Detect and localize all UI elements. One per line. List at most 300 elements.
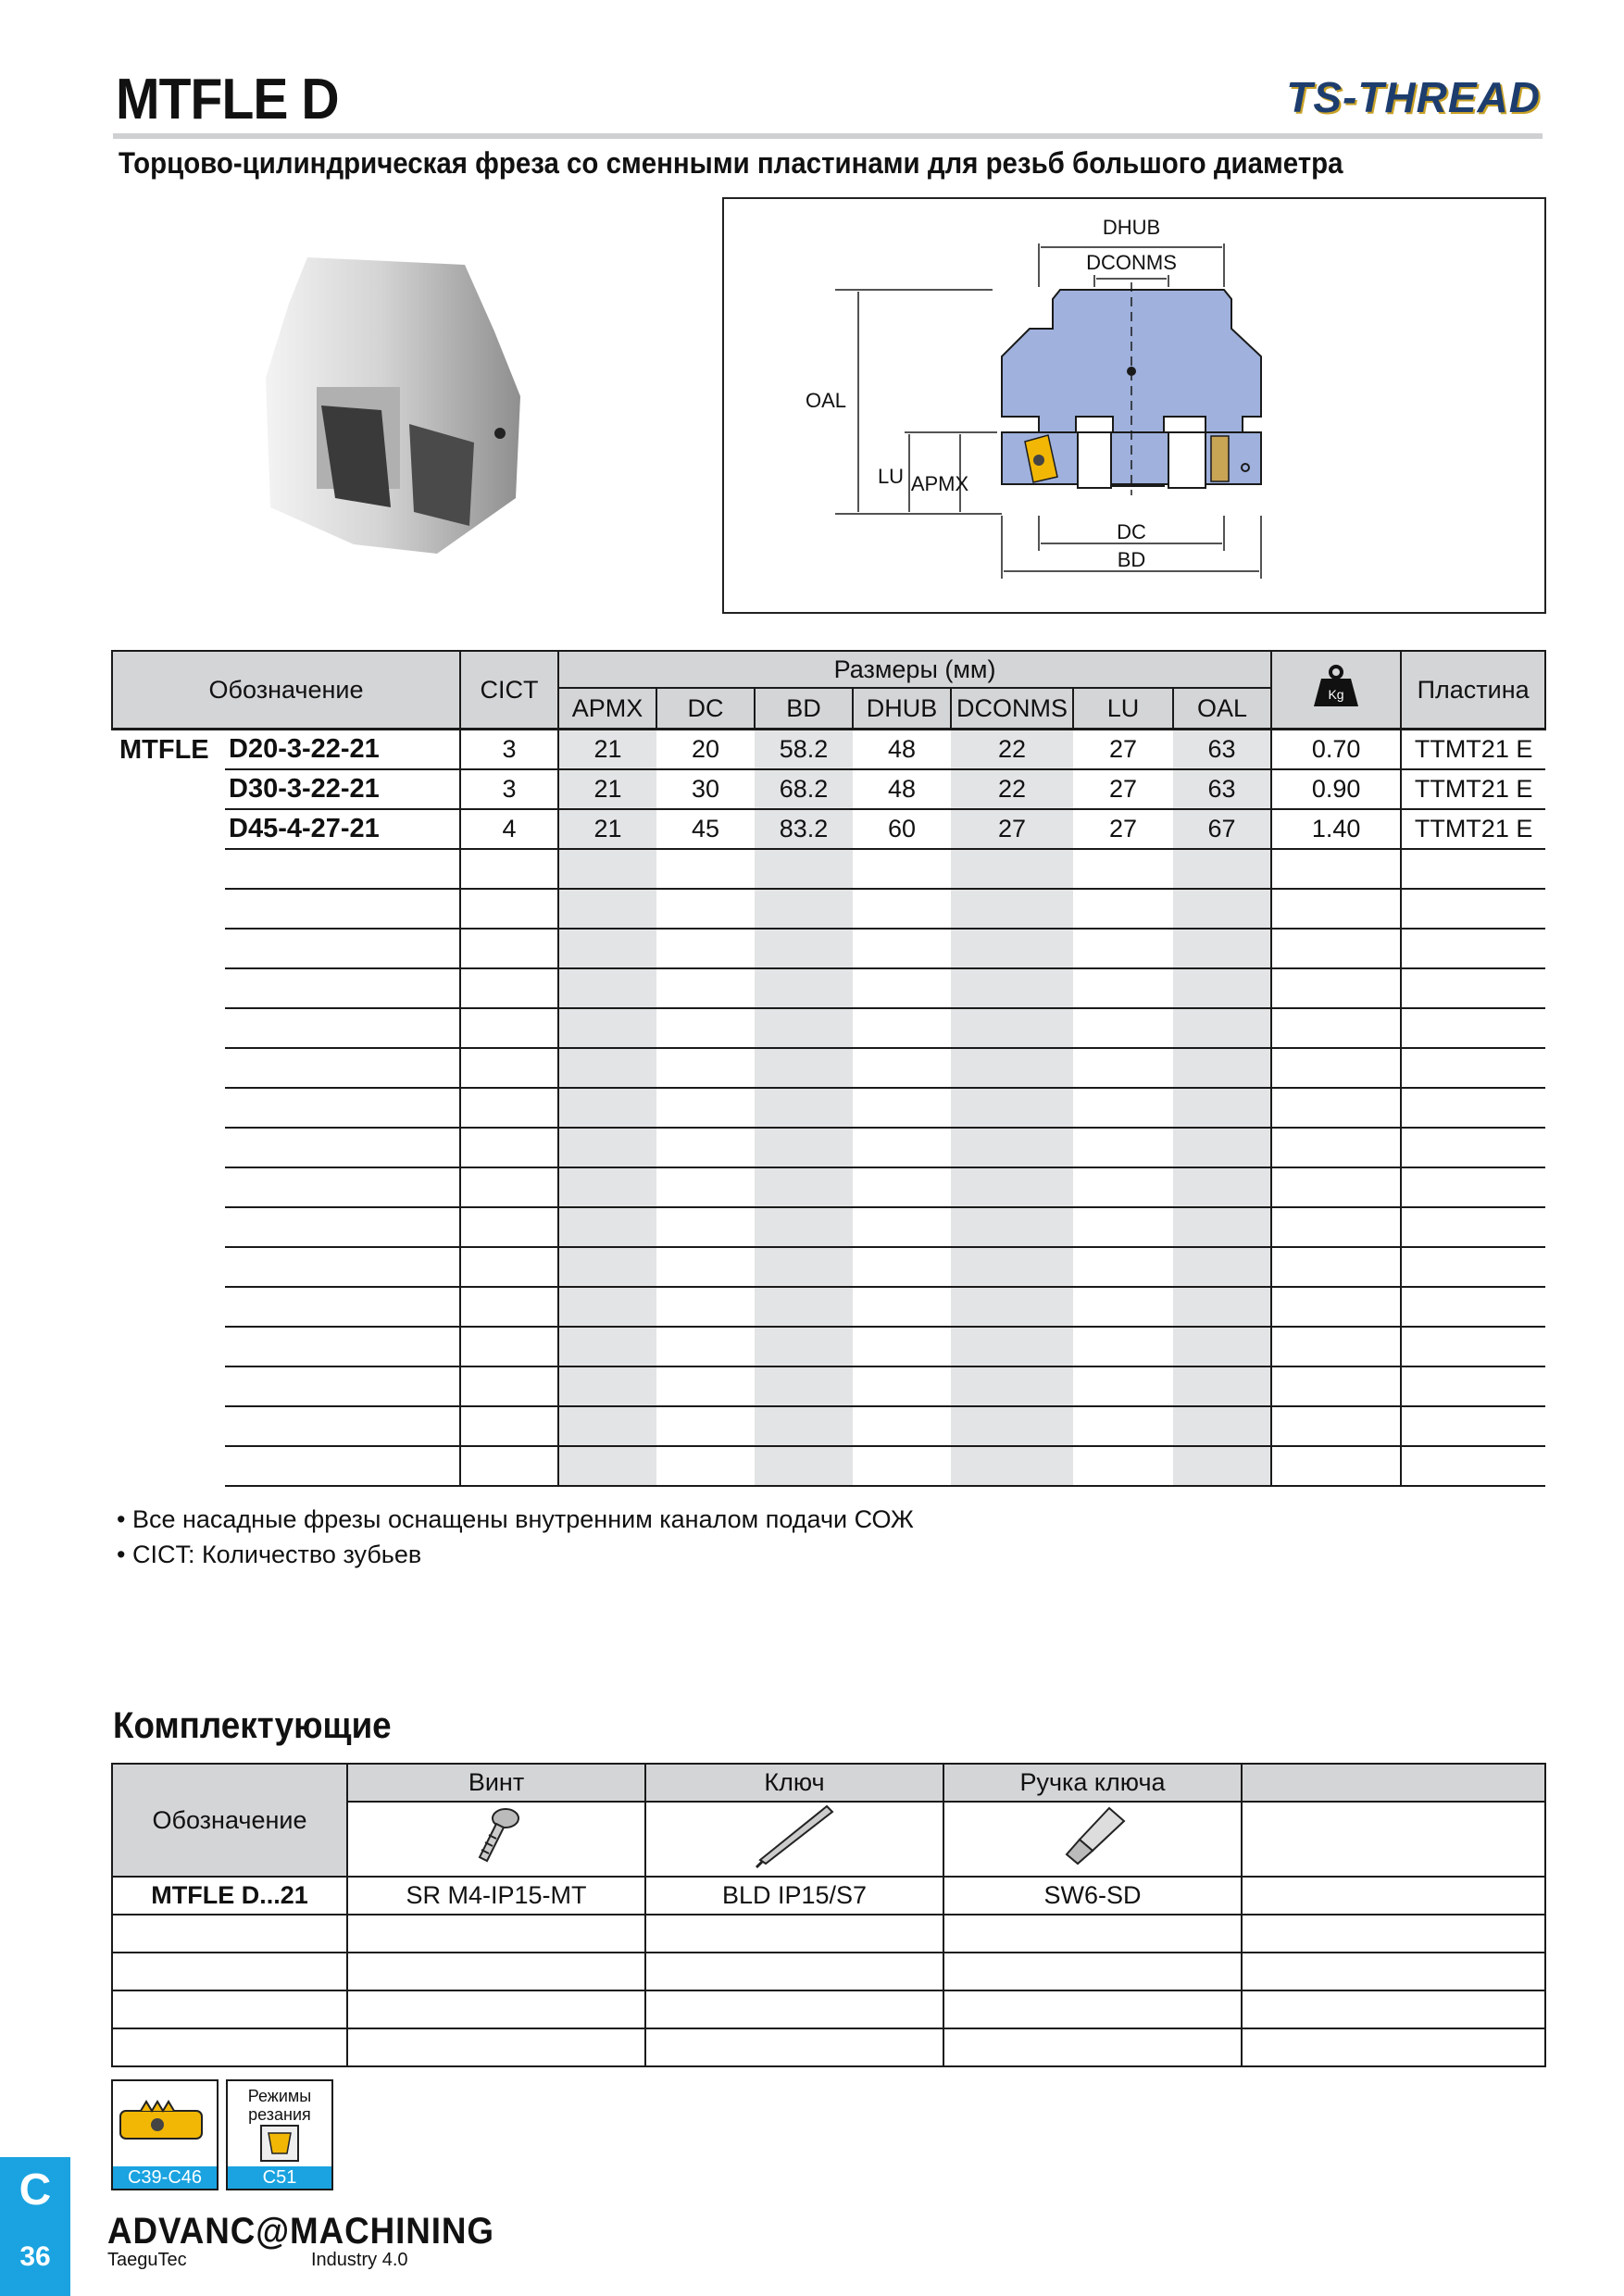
section-letter: C: [19, 2165, 52, 2215]
cict-value: 3: [460, 730, 558, 770]
empty-cell: [656, 1128, 755, 1167]
empty-cell: [558, 929, 656, 968]
empty-cell: [558, 1327, 656, 1366]
empty-cell: [645, 1915, 943, 1953]
dim-header-dconms: DCONMS: [951, 688, 1073, 729]
empty-cell: [1073, 1048, 1173, 1088]
empty-cell: [558, 1008, 656, 1048]
dc-value: 20: [656, 730, 755, 770]
empty-cell: [460, 1008, 558, 1048]
empty-cell: [347, 1953, 645, 1990]
notes: [117, 1502, 914, 1572]
empty-cell: [1073, 968, 1173, 1008]
empty-row: [112, 1990, 1545, 2028]
empty-cell: [853, 1008, 951, 1048]
footer-logo-right: Industry 4.0: [311, 2250, 408, 2270]
insert-value: TTMT21 E: [1401, 730, 1545, 770]
empty-cell: [1173, 1406, 1271, 1446]
empty-cell: [951, 889, 1073, 929]
empty-cell: [951, 1048, 1073, 1088]
empty-cell: [1401, 968, 1545, 1008]
empty-cell: [1242, 1990, 1545, 2028]
screw-cell: [347, 1802, 645, 1877]
empty-cell: [1073, 1287, 1173, 1327]
empty-cell: [558, 1128, 656, 1167]
dim-apmx-label: APMX: [910, 472, 969, 495]
empty-cell: [1401, 1366, 1545, 1406]
screw-icon: [468, 1803, 524, 1868]
empty-cell: [1271, 1048, 1401, 1088]
empty-cell: [225, 889, 460, 929]
empty-cell: [1173, 1167, 1271, 1207]
dim-lu-label: LU: [877, 465, 905, 488]
empty-cell: [1173, 1327, 1271, 1366]
weight-value: 0.90: [1271, 769, 1401, 809]
empty-cell: [225, 1327, 460, 1366]
empty-cell: [1271, 968, 1401, 1008]
empty-cell: [951, 1167, 1073, 1207]
empty-cell: [225, 1287, 460, 1327]
dconms-value: 27: [951, 809, 1073, 849]
empty-cell: [853, 1446, 951, 1486]
empty-cell: [656, 889, 755, 929]
empty-cell: [112, 1247, 225, 1287]
screw-value: SR M4-IP15-MT: [347, 1877, 645, 1915]
empty-cell: [112, 1088, 225, 1128]
empty-cell: [755, 929, 853, 968]
dim-header-apmx: APMX: [558, 688, 656, 729]
acc-code: MTFLE D...21: [112, 1877, 347, 1915]
empty-cell: [943, 2028, 1242, 2066]
empty-cell: [1271, 849, 1401, 889]
insert-ref-box[interactable]: [111, 2079, 219, 2190]
empty-cell: [1073, 929, 1173, 968]
empty-cell: [1242, 2028, 1545, 2066]
empty-cell: [853, 929, 951, 968]
empty-cell: [1173, 1446, 1271, 1486]
empty-cell: [951, 849, 1073, 889]
empty-row: [112, 1048, 1545, 1088]
empty-cell: [755, 1287, 853, 1327]
empty-cell: [1271, 1287, 1401, 1327]
empty-cell: [1073, 1008, 1173, 1048]
dimensions-header: Размеры (мм): [558, 651, 1271, 688]
empty-cell: [1401, 1446, 1545, 1486]
empty-cell: [112, 1048, 225, 1088]
empty-cell: [1401, 1048, 1545, 1088]
empty-cell: [1271, 929, 1401, 968]
empty-cell: [1271, 1008, 1401, 1048]
oal-value: 67: [1173, 809, 1271, 849]
empty-cell: [755, 1207, 853, 1247]
empty-cell: [1401, 889, 1545, 929]
empty-cell: [656, 1247, 755, 1287]
empty-cell: [460, 929, 558, 968]
empty-row: [112, 1327, 1545, 1366]
empty-row: [112, 1167, 1545, 1207]
empty-cell: [951, 1366, 1073, 1406]
empty-cell: [951, 1406, 1073, 1446]
acc-empty-header: [1242, 1764, 1545, 1802]
empty-row: [112, 1128, 1545, 1167]
weight-value: 1.40: [1271, 809, 1401, 849]
empty-cell: [460, 1207, 558, 1247]
handle-value: SW6-SD: [943, 1877, 1242, 1915]
empty-cell: [1173, 1366, 1271, 1406]
empty-cell: [112, 1366, 225, 1406]
empty-row: [112, 1915, 1545, 1953]
acc-designation-header: Обозначение: [112, 1764, 347, 1877]
dc-value: 30: [656, 769, 755, 809]
empty-cell: [225, 1088, 460, 1128]
empty-cell: [951, 929, 1073, 968]
empty-cell: [112, 1207, 225, 1247]
empty-cell: [1401, 1207, 1545, 1247]
empty-cell: [112, 1287, 225, 1327]
key-handle-icon: [1056, 1803, 1130, 1869]
empty-cell: [558, 1406, 656, 1446]
product-code: D45-4-27-21: [225, 809, 460, 849]
empty-cell: [951, 1207, 1073, 1247]
empty-cell: [1401, 1247, 1545, 1287]
dim-oal-label: OAL: [805, 389, 847, 412]
empty-cell: [755, 1167, 853, 1207]
title-rule: [113, 133, 1543, 139]
apmx-value: 21: [558, 769, 656, 809]
acc-key-header: Ключ: [645, 1764, 943, 1802]
empty-cell: [645, 2028, 943, 2066]
weight-icon-text: Kg: [1328, 686, 1344, 702]
insert-header: Пластина: [1401, 651, 1545, 730]
empty-row: [112, 1953, 1545, 1990]
dim-header-dc: DC: [656, 688, 755, 729]
empty-cell: [1271, 1128, 1401, 1167]
note-item: • CICT: Количество зубьев: [117, 1541, 422, 1568]
dim-header-oal: OAL: [1173, 688, 1271, 729]
empty-cell: [1401, 1128, 1545, 1167]
acc-screw-header: Винт: [347, 1764, 645, 1802]
empty-row: [112, 968, 1545, 1008]
empty-row: [112, 1366, 1545, 1406]
empty-cell: [853, 1287, 951, 1327]
empty-cell: [656, 1167, 755, 1207]
empty-cell: [853, 1128, 951, 1167]
empty-cell: [347, 1990, 645, 2028]
empty-cell: [1073, 849, 1173, 889]
empty-cell: [645, 1990, 943, 2028]
empty-cell: [656, 849, 755, 889]
empty-cell: [225, 968, 460, 1008]
empty-cell: [1073, 1366, 1173, 1406]
empty-cell: [951, 1008, 1073, 1048]
empty-cell: [1401, 1287, 1545, 1327]
page-title: MTFLE D: [116, 68, 339, 131]
empty-cell: [656, 1048, 755, 1088]
empty-cell: [853, 1406, 951, 1446]
empty-cell: [1173, 1247, 1271, 1287]
empty-cell: [225, 1247, 460, 1287]
empty-cell: [1271, 1446, 1401, 1486]
empty-cell: [225, 1048, 460, 1088]
empty-cell: [853, 968, 951, 1008]
empty-cell: [1242, 1915, 1545, 1953]
acc-handle-header: Ручка ключа: [943, 1764, 1242, 1802]
cict-value: 4: [460, 809, 558, 849]
empty-cell: [112, 1990, 347, 2028]
technical-diagram: [722, 197, 1546, 614]
empty-cell: [558, 1207, 656, 1247]
product-code: D20-3-22-21: [225, 730, 460, 770]
empty-cell: [1073, 1088, 1173, 1128]
empty-cell: [112, 929, 225, 968]
accessories-title: Комплектующие: [113, 1705, 392, 1746]
dhub-value: 48: [853, 769, 951, 809]
empty-cell: [951, 1247, 1073, 1287]
empty-row: [112, 1287, 1545, 1327]
empty-cell: [1271, 1406, 1401, 1446]
key-value: BLD IP15/S7: [645, 1877, 943, 1915]
empty-cell: [112, 1008, 225, 1048]
empty-cell: [1242, 1877, 1545, 1915]
empty-cell: [853, 1088, 951, 1128]
empty-cell: [1401, 849, 1545, 889]
empty-cell: [853, 849, 951, 889]
empty-row: [112, 929, 1545, 968]
brand-logo: TS-THREAD: [1286, 73, 1541, 121]
footer-logo-left: TaeguTec: [107, 2250, 187, 2270]
empty-cell: [225, 1128, 460, 1167]
empty-cell: [1173, 889, 1271, 929]
cict-header: CICT: [460, 651, 558, 730]
empty-cell: [225, 1008, 460, 1048]
lu-value: 27: [1073, 730, 1173, 770]
empty-cell: [112, 1167, 225, 1207]
empty-cell: [225, 1446, 460, 1486]
empty-cell: [558, 849, 656, 889]
empty-cell: [853, 1366, 951, 1406]
empty-cell: [1401, 1167, 1545, 1207]
empty-cell: [1173, 1008, 1271, 1048]
empty-cell: [1401, 1406, 1545, 1446]
empty-cell: [755, 849, 853, 889]
insert-icon: [113, 2081, 217, 2165]
empty-row: [112, 889, 1545, 929]
empty-cell: [1271, 1167, 1401, 1207]
empty-cell: [558, 1287, 656, 1327]
empty-cell: [943, 1990, 1242, 2028]
empty-cell: [755, 1048, 853, 1088]
empty-cell: [656, 1366, 755, 1406]
dim-header-dhub: DHUB: [853, 688, 951, 729]
empty-cell: [943, 1915, 1242, 1953]
key-cell: [645, 1802, 943, 1877]
dim-bd-label: BD: [1117, 548, 1146, 571]
empty-cell: [951, 968, 1073, 1008]
empty-cell: [558, 1167, 656, 1207]
empty-cell: [1271, 1207, 1401, 1247]
empty-cell: [755, 1128, 853, 1167]
page-number: 36: [19, 2241, 51, 2272]
cutting-modes-label: Режимы резания: [247, 2087, 312, 2124]
dhub-value: 48: [853, 730, 951, 770]
table-row: [112, 1877, 1545, 1915]
empty-cell: [225, 849, 460, 889]
dconms-value: 22: [951, 730, 1073, 770]
empty-cell: [1271, 1366, 1401, 1406]
note-item: • Все насадные фрезы оснащены внутренним каналом подачи СОЖ: [117, 1505, 914, 1533]
empty-cell: [460, 1128, 558, 1167]
section-tab: [0, 2157, 70, 2296]
empty-cell: [1073, 889, 1173, 929]
empty-cell: [347, 1915, 645, 1953]
empty-cell: [656, 1088, 755, 1128]
apmx-value: 21: [558, 730, 656, 770]
empty-cell: [460, 849, 558, 889]
empty-row: [112, 849, 1545, 889]
empty-cell: [460, 1327, 558, 1366]
bd-value: 83.2: [755, 809, 853, 849]
empty-cell: [656, 1008, 755, 1048]
cutting-modes-ref-box[interactable]: [226, 2079, 333, 2190]
dim-header-lu: LU: [1073, 688, 1173, 729]
empty-cell: [1401, 1008, 1545, 1048]
weight-header: [1271, 651, 1401, 730]
empty-cell: [853, 889, 951, 929]
empty-cell: [1271, 1247, 1401, 1287]
empty-cell: [347, 2028, 645, 2066]
empty-cell: [558, 1366, 656, 1406]
empty-cell: [656, 929, 755, 968]
empty-cell: [853, 1207, 951, 1247]
empty-cell: [558, 1048, 656, 1088]
product-photo: [252, 248, 530, 563]
apmx-value: 21: [558, 809, 656, 849]
empty-cell: [460, 1287, 558, 1327]
product-code: D30-3-22-21: [225, 769, 460, 809]
empty-row: [112, 1008, 1545, 1048]
empty-cell: [755, 1366, 853, 1406]
empty-cell: [112, 2028, 347, 2066]
empty-row: [112, 1247, 1545, 1287]
empty-cell: [951, 1446, 1073, 1486]
empty-cell: [951, 1088, 1073, 1128]
empty-cell: [656, 1446, 755, 1486]
empty-cell: [951, 1128, 1073, 1167]
series-prefix: MTFLE: [112, 730, 225, 770]
empty-cell: [1073, 1446, 1173, 1486]
empty-cell: [225, 1167, 460, 1207]
empty-cell: [1271, 1327, 1401, 1366]
empty-cell: [112, 1128, 225, 1167]
empty-cell: [1173, 1048, 1271, 1088]
empty-cell: [1401, 1327, 1545, 1366]
empty-cell: [460, 1167, 558, 1207]
empty-cell: [1242, 1802, 1545, 1877]
cutting-modes-icon: [228, 2124, 331, 2165]
empty-cell: [112, 968, 225, 1008]
empty-cell: [112, 849, 225, 889]
dc-value: 45: [656, 809, 755, 849]
empty-cell: [656, 968, 755, 1008]
empty-cell: [112, 1915, 347, 1953]
empty-cell: [951, 1327, 1073, 1366]
empty-cell: [853, 1247, 951, 1287]
empty-cell: [558, 968, 656, 1008]
empty-cell: [1173, 968, 1271, 1008]
table-row: [112, 769, 1545, 809]
empty-cell: [225, 1406, 460, 1446]
empty-cell: [225, 1207, 460, 1247]
empty-cell: [1073, 1327, 1173, 1366]
empty-cell: [1173, 849, 1271, 889]
cict-value: 3: [460, 769, 558, 809]
empty-cell: [755, 1446, 853, 1486]
accessories-table: [111, 1763, 1546, 2067]
empty-cell: [460, 1048, 558, 1088]
empty-cell: [460, 968, 558, 1008]
designation-header: Обозначение: [112, 651, 460, 730]
insert-value: TTMT21 E: [1401, 769, 1545, 809]
empty-cell: [558, 1446, 656, 1486]
empty-cell: [112, 1953, 347, 1990]
empty-row: [112, 1088, 1545, 1128]
empty-cell: [112, 889, 225, 929]
empty-cell: [853, 1167, 951, 1207]
table-row: [112, 809, 1545, 849]
key-icon: [753, 1803, 836, 1869]
empty-cell: [460, 889, 558, 929]
empty-cell: [558, 1247, 656, 1287]
footer-logo: ADVANC@MACHINING: [107, 2211, 494, 2252]
empty-cell: [1173, 1128, 1271, 1167]
empty-cell: [112, 1406, 225, 1446]
spec-table: [111, 650, 1546, 1487]
empty-cell: [656, 1406, 755, 1446]
weight-value: 0.70: [1271, 730, 1401, 770]
empty-cell: [1073, 1128, 1173, 1167]
empty-cell: [645, 1953, 943, 1990]
empty-row: [112, 1446, 1545, 1486]
empty-cell: [1073, 1207, 1173, 1247]
lu-value: 27: [1073, 809, 1173, 849]
empty-cell: [112, 1327, 225, 1366]
empty-cell: [460, 1446, 558, 1486]
empty-cell: [755, 1088, 853, 1128]
dim-dc-label: DC: [1117, 520, 1146, 543]
bd-value: 68.2: [755, 769, 853, 809]
empty-cell: [1173, 929, 1271, 968]
empty-cell: [755, 1008, 853, 1048]
empty-cell: [460, 1247, 558, 1287]
insert-value: TTMT21 E: [1401, 809, 1545, 849]
empty-cell: [951, 1287, 1073, 1327]
dim-dhub-label: DHUB: [1102, 216, 1161, 239]
oal-value: 63: [1173, 730, 1271, 770]
empty-cell: [755, 1327, 853, 1366]
empty-cell: [460, 1088, 558, 1128]
empty-cell: [460, 1406, 558, 1446]
empty-cell: [112, 1446, 225, 1486]
handle-cell: [943, 1802, 1242, 1877]
empty-cell: [1073, 1406, 1173, 1446]
empty-cell: [755, 1406, 853, 1446]
table-row: [112, 730, 1545, 770]
empty-cell: [656, 1207, 755, 1247]
empty-cell: [853, 1048, 951, 1088]
empty-cell: [1173, 1207, 1271, 1247]
dhub-value: 60: [853, 809, 951, 849]
cutting-ref-label: C51: [228, 2166, 331, 2189]
